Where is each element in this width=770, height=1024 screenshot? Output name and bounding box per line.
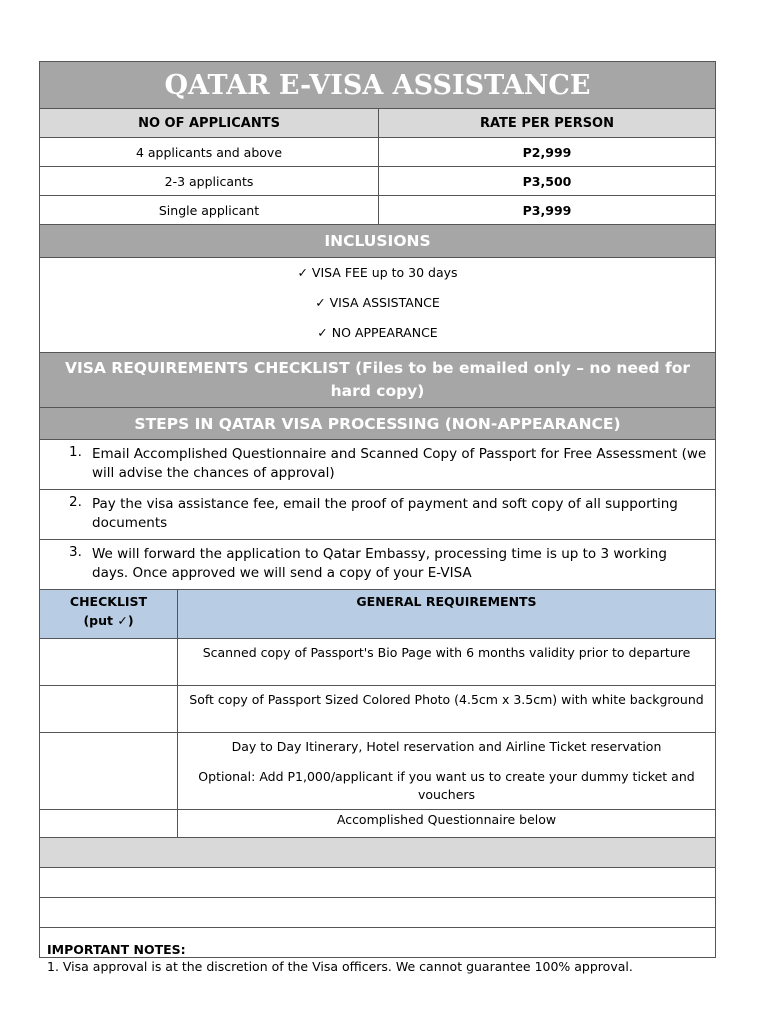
inclusion-item: ✓ NO APPEARANCE [317,325,438,340]
requirement-optional-note: Optional: Add P1,000/applicant if you want us to create your dummy ticket and vouchers [198,769,695,802]
rate-cell: P3,500 [379,167,716,196]
requirement-text-group [178,733,716,810]
requirements-heading: VISA REQUIREMENTS CHECKLIST (Files to be emailed only – no need for hard copy) [40,353,716,408]
requirement-text: Accomplished Questionnaire below [178,810,716,838]
visa-table [39,61,716,958]
requirement-text: Day to Day Itinerary, Hotel reservation and Airline Ticket reservation [231,739,662,754]
inclusion-item: ✓ VISA ASSISTANCE [315,295,440,310]
applicants-cell: 4 applicants and above [40,138,379,167]
general-requirements-header: GENERAL REQUIREMENTS [178,590,716,639]
requirement-row [40,733,716,810]
inclusion-item: ✓ VISA FEE up to 30 days [297,265,458,280]
rate-cell: P3,999 [379,196,716,225]
step-item [40,490,716,540]
requirement-text: Soft copy of Passport Sized Colored Photo (4.5cm x 3.5cm) with white background [178,686,716,733]
rate-column-header: RATE PER PERSON [379,109,716,138]
blank-row [40,838,716,868]
step-text: We will forward the application to Qatar Embassy, processing time is up to 3 working days. Once approved we will send a copy of your E-VISA [92,546,667,581]
checklist-checkbox-cell[interactable] [40,733,178,810]
requirement-row [40,686,716,733]
step-item [40,440,716,490]
step-item [40,540,716,590]
note-item: 1. Visa approval is at the discretion of the Visa officers. We cannot guarantee 100% approval. [47,959,633,974]
steps-heading: STEPS IN QATAR VISA PROCESSING (NON-APPEARANCE) [40,408,716,440]
requirement-row [40,810,716,838]
blank-row[interactable] [40,898,716,928]
applicants-cell: 2-3 applicants [40,167,379,196]
rate-row [40,196,716,225]
rate-cell: P2,999 [379,138,716,167]
blank-row[interactable] [40,868,716,898]
step-number: 3. [69,544,82,560]
step-number: 2. [69,494,82,510]
step-number: 1. [69,444,82,460]
document-title: QATAR E-VISA ASSISTANCE [40,62,716,109]
inclusions-heading: INCLUSIONS [40,225,716,258]
checklist-header-line: CHECKLIST [69,594,148,609]
checklist-header-line: (put ✓) [83,613,134,628]
applicants-column-header: NO OF APPLICANTS [40,109,379,138]
notes-heading-text: IMPORTANT NOTES: [47,942,186,957]
step-text: Pay the visa assistance fee, email the proof of payment and soft copy of all supporting documents [92,496,678,531]
step-text: Email Accomplished Questionnaire and Scanned Copy of Passport for Free Assessment (we will advise the chances of approval) [92,446,707,481]
checklist-checkbox-cell[interactable] [40,639,178,686]
requirement-text: Scanned copy of Passport's Bio Page with 6 months validity prior to departure [178,639,716,686]
checklist-checkbox-cell[interactable] [40,686,178,733]
rate-row [40,167,716,196]
inclusions-list [40,258,716,353]
requirement-row [40,639,716,686]
notes-heading [47,941,633,958]
checklist-column-header [40,590,178,639]
checklist-checkbox-cell[interactable] [40,810,178,838]
applicants-cell: Single applicant [40,196,379,225]
visa-document [39,61,715,958]
rate-row [40,138,716,167]
important-notes [47,941,633,975]
